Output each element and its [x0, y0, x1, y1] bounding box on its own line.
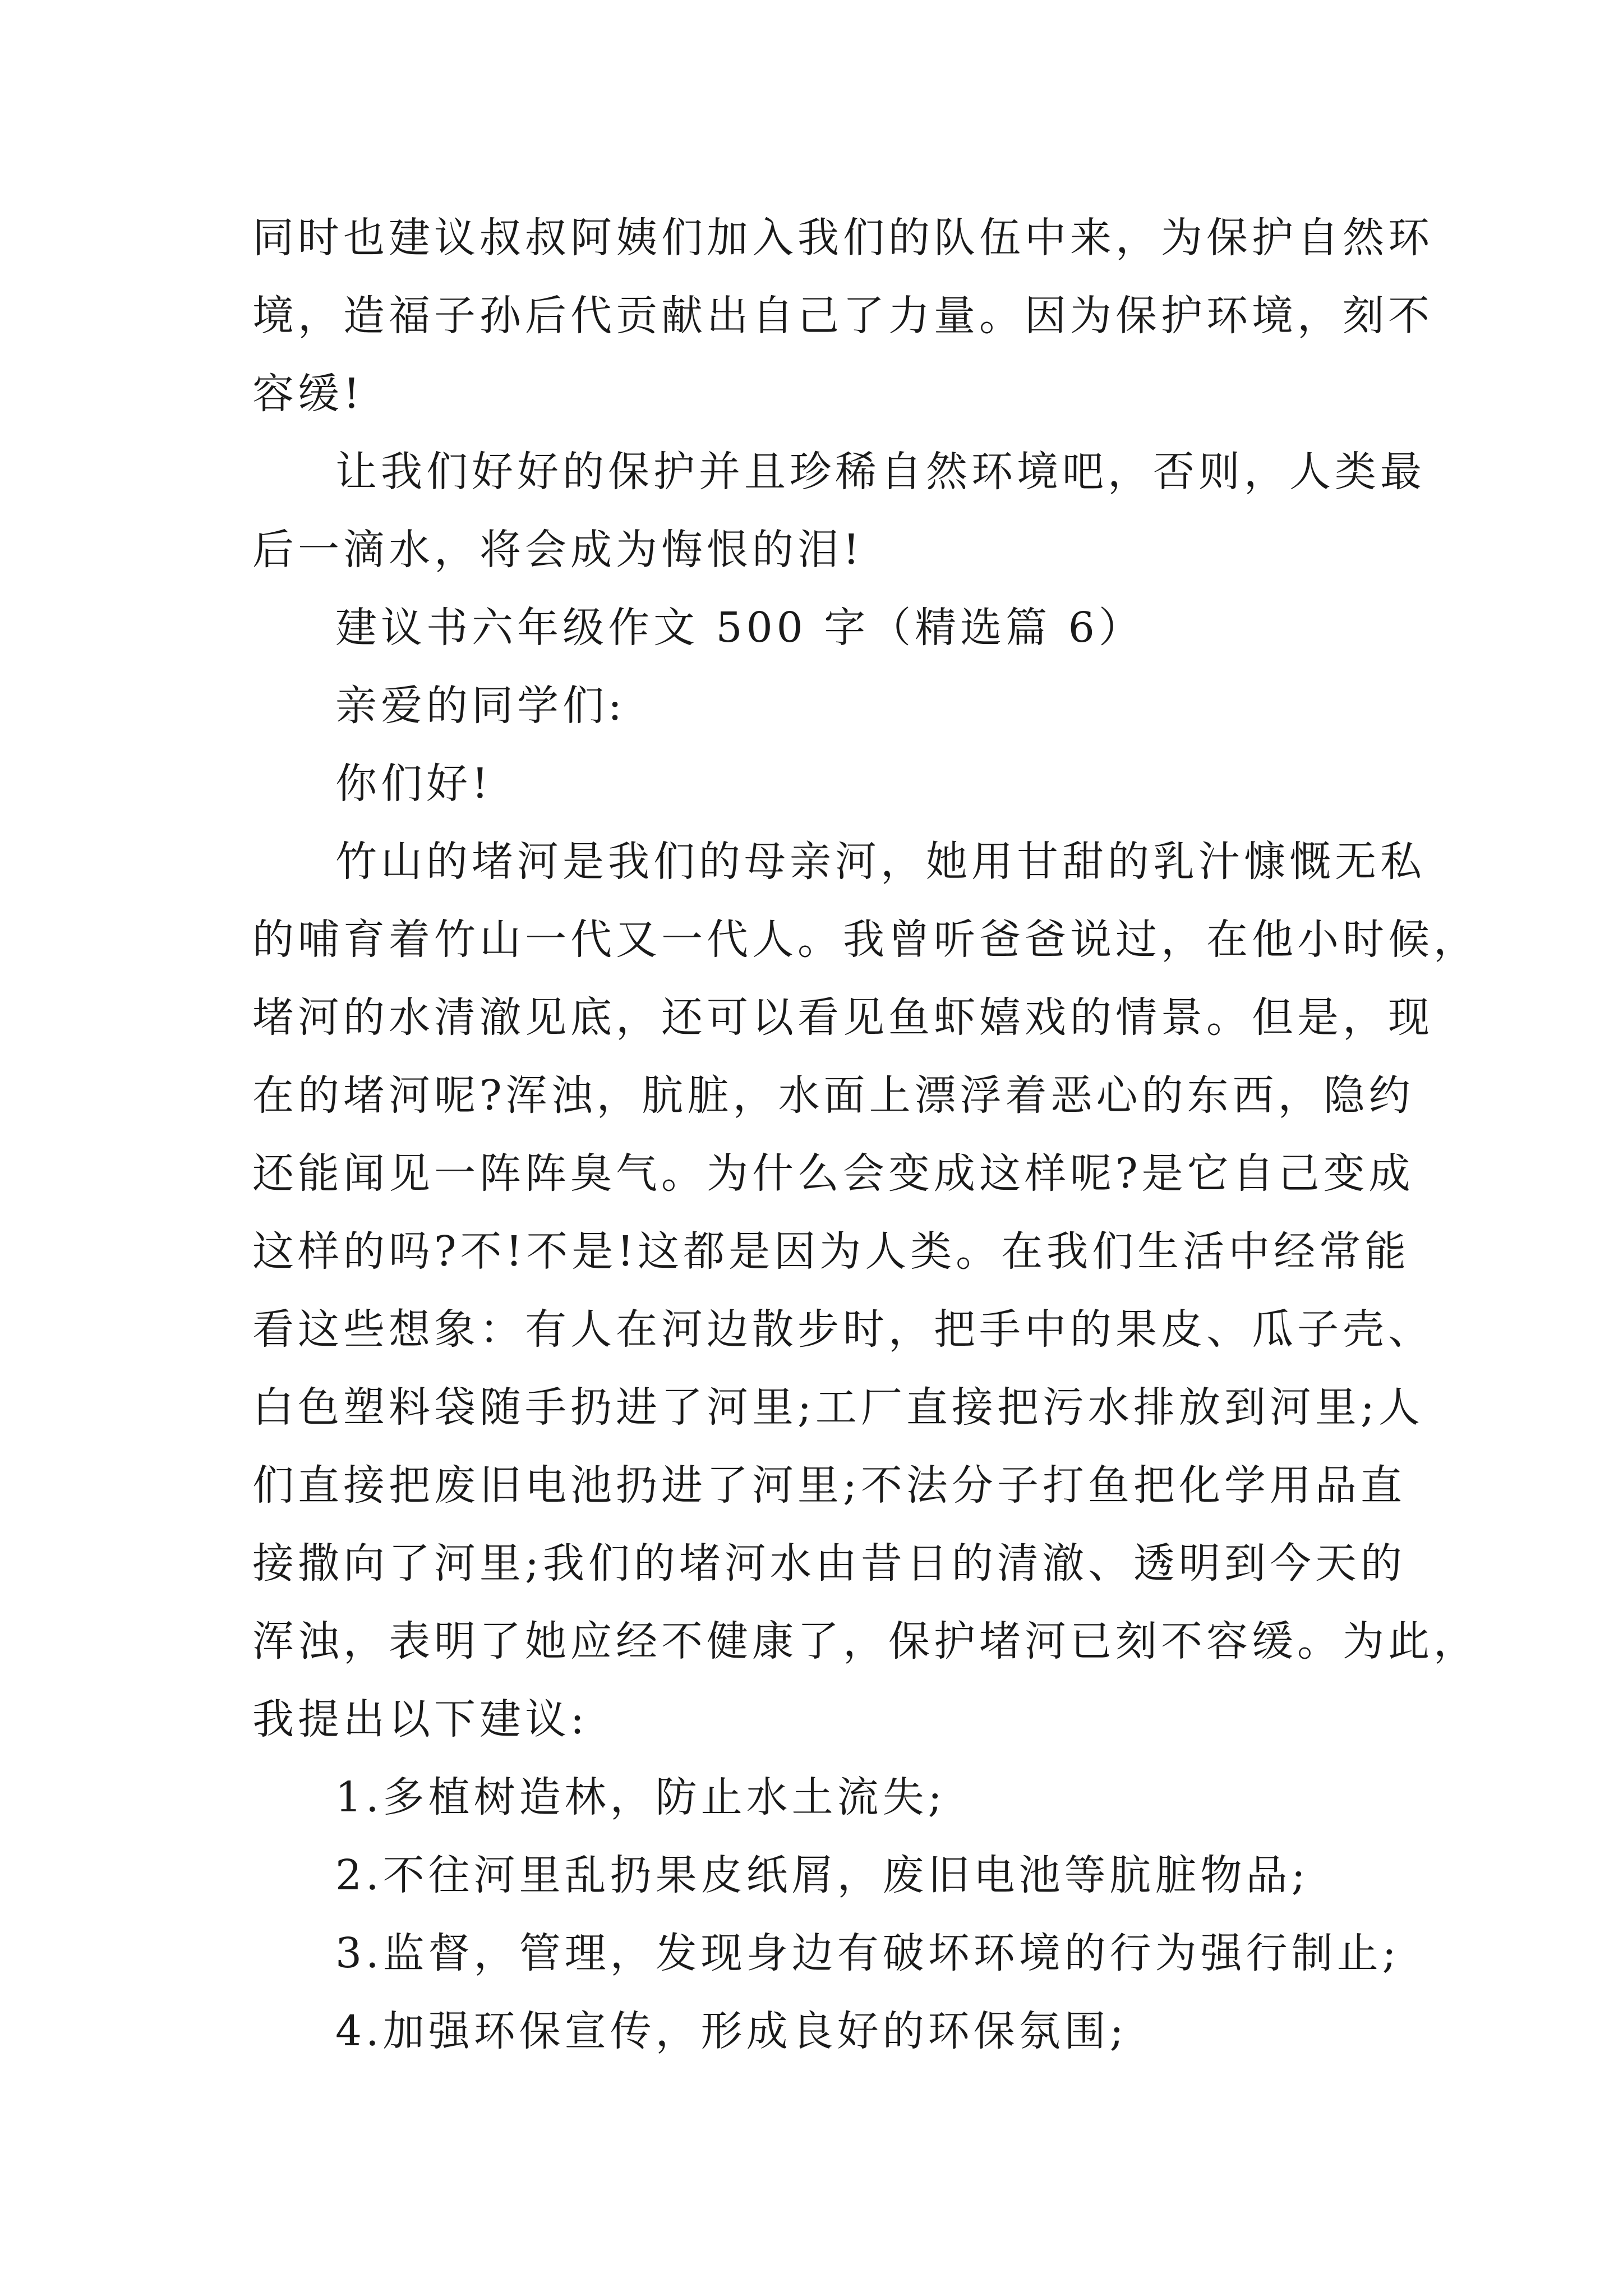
section-heading: 建议书六年级作文 500 字（精选篇 6）: [335, 604, 1144, 652]
text-line: 我提出以下建议:: [252, 1695, 588, 1743]
text-line: 在的堵河呢?浑浊，肮脏，水面上漂浮着恶心的东西，隐约: [252, 1071, 1414, 1120]
text-line: 竹山的堵河是我们的母亲河，她用甘甜的乳汁慷慨无私: [335, 838, 1426, 886]
text-line: 接撒向了河里;我们的堵河水由昔日的清澈、透明到今天的: [252, 1539, 1406, 1588]
text-line: 同时也建议叔叔阿姨们加入我们的队伍中来，为保护自然环: [252, 214, 1433, 262]
suggestion-item: 4.加强环保宣传，形成良好的环保氛围;: [335, 2007, 1128, 2055]
suggestion-item: 2.不往河里乱扔果皮纸屑，废旧电池等肮脏物品;: [335, 1851, 1310, 1899]
text-line: 还能闻见一阵阵臭气。为什么会变成这样呢?是它自己变成: [252, 1149, 1414, 1198]
text-line: 浑浊，表明了她应经不健康了，保护堵河已刻不容缓。为此，: [252, 1617, 1479, 1665]
text-line: 让我们好好的保护并且珍稀自然环境吧，否则，人类最: [335, 448, 1426, 496]
text-line: 们直接把废旧电池扔进了河里;不法分子打鱼把化学用品直: [252, 1461, 1406, 1510]
text-line: 堵河的水清澈见底，还可以看见鱼虾嬉戏的情景。但是，现: [252, 993, 1433, 1042]
text-line: 这样的吗?不!不是!这都是因为人类。在我们生活中经常能: [252, 1227, 1410, 1276]
text-line: 白色塑料袋随手扔进了河里;工厂直接把污水排放到河里;人: [252, 1383, 1424, 1432]
text-line: 境，造福子孙后代贡献出自己了力量。因为保护环境，刻不: [252, 292, 1433, 340]
suggestion-item: 3.监督，管理，发现身边有破坏环境的行为强行制止;: [335, 1929, 1400, 1977]
text-line: 容缓!: [252, 370, 364, 418]
suggestion-item: 1.多植树造林，防止水土流失;: [335, 1773, 946, 1821]
text-line: 的哺育着竹山一代又一代人。我曾听爸爸说过，在他小时候，: [252, 915, 1479, 964]
salutation: 亲爱的同学们:: [335, 682, 626, 730]
document-body: [252, 199, 1479, 2070]
greeting: 你们好!: [335, 760, 492, 808]
text-line: 后一滴水，将会成为悔恨的泪!: [252, 526, 864, 574]
text-line: 看这些想象：有人在河边散步时，把手中的果皮、瓜子壳、: [252, 1305, 1433, 1354]
